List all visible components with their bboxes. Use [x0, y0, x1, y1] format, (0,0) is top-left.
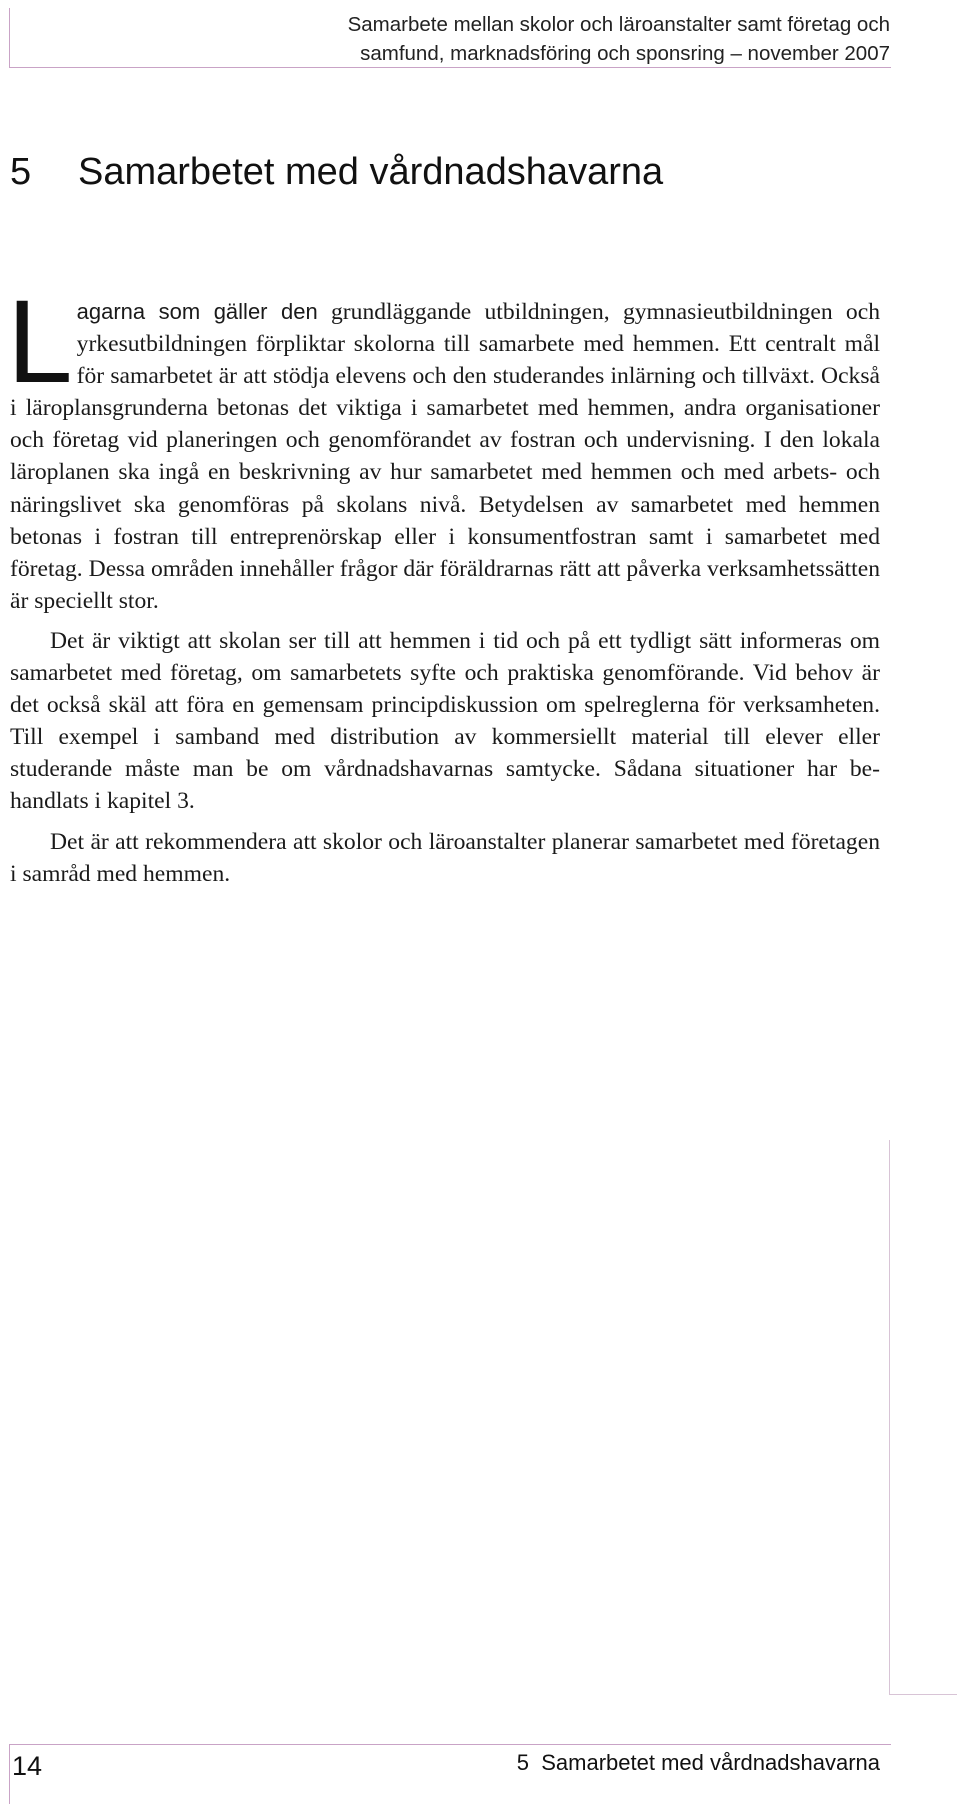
paragraph-2: Det är viktigt att skolan ser till att hemmen i tid och på ett tydligt sätt informeras om samarbetet med företag, om samarbetets syfte och praktiska genomförande. Vid behov är det också skäl att föra en gemensam principdiskussion om spelreglerna för verksamheten. Till exempel i samband med distribution av kommersiellt material till elever eller studerande måste man be om vårdnadshavarnas samtycke. Sådana situationer har behandlats i kapitel 3. — [10, 627, 880, 815]
paragraph-1 — [7, 276, 880, 617]
chapter-number: 5 — [10, 151, 32, 193]
page-number: 14 — [12, 1751, 43, 1781]
lead-in: agarna som gäller den — [76, 299, 318, 324]
paragraph-3: Det är att rekommendera att skolor och läroanstalter planerar samarbetet med företagen i samråd med hemmen. — [10, 828, 880, 887]
drop-cap: L — [7, 276, 73, 408]
chapter-title: Samarbetet med vårdnadshavarna — [78, 151, 664, 193]
running-header-line-2: samfund, marknadsföring och sponsring – november 2007 — [360, 42, 890, 65]
paragraph-1-text: grundläggande utbildningen, gymnasieutbildningen och yrkesutbildningen förpliktar skolorna till samarbete med hemmen. Ett centralt mål för samarbetet är att stödja elevens och den studerandes inlärning och tillväxt. Också i läroplansgrunderna betonas det viktiga i samarbetet med hemmen, andra organisationer och företag vid planeringen och genomförandet av fostran och undervisning. I den lokala läroplanen ska ingå en beskrivning av hur samarbetet med hemmen och med arbets- och näringslivet ska genomföras på skolans nivå. Betydelsen av samarbetet med hemmen betonas i fostran till entreprenörskap eller i konsumentfostran samt i samarbetet med företag. Dessa områden innehåller frågor där föräldrarnas rätt att påverka verksamhetssätten är speciellt stor. — [10, 299, 880, 614]
running-header — [190, 10, 890, 68]
footer-rule-vertical — [9, 1744, 10, 1804]
margin-rule-vertical — [889, 1140, 890, 1694]
footer-rule-horizontal — [9, 1744, 891, 1745]
body-text — [7, 276, 880, 890]
running-footer-title: 5 Samarbetet med vårdnadshavarna — [516, 1750, 880, 1775]
chapter-heading — [10, 148, 663, 196]
header-rule-vertical — [9, 8, 10, 68]
margin-rule-horizontal — [889, 1694, 957, 1695]
running-header-line-1: Samarbete mellan skolor och läroanstalter samt företag och — [347, 13, 890, 36]
